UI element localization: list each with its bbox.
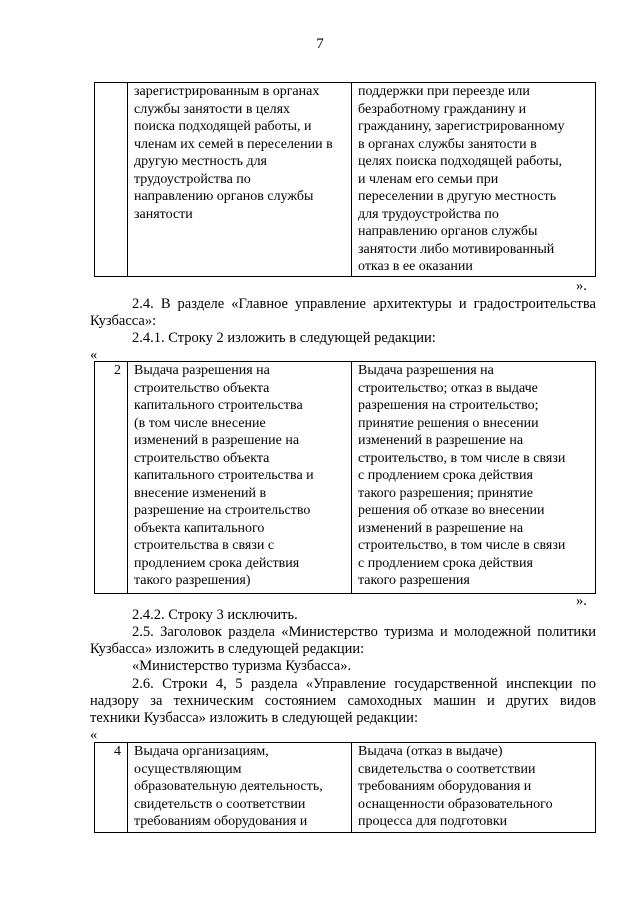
cell-line: строительство, в том числе в связи [358, 538, 566, 553]
service-name-cell [128, 83, 352, 277]
cell-line: Выдача разрешения на [134, 363, 270, 378]
table-continuation [94, 82, 596, 277]
cell-line: другую местность для [134, 154, 267, 169]
paragraph-2-5-title: «Министерство туризма Кузбасса». [132, 658, 352, 674]
cell-line: изменений в разрешение на [358, 433, 524, 448]
cell-line: службы занятости в целях [134, 101, 291, 117]
cell-line: трудоустройства по [134, 171, 251, 187]
paragraph-2-4-2: 2.4.2. Строку 3 исключить. [132, 607, 298, 623]
cell-line: строительства в связи с [134, 538, 275, 553]
cell-line: поддержки при переезде или [358, 84, 530, 99]
cell-line: переселении в другую местность [358, 189, 557, 204]
cell-line: разрешения на строительство; [358, 398, 539, 413]
row-number: 2 [95, 362, 128, 594]
paragraph-2-5-cont: Кузбасса» изложить в следующей редакции: [90, 641, 365, 657]
cell-line: членам их семей в переселении в [134, 136, 333, 152]
cell-line: с продлением срока действия [358, 555, 533, 571]
cell-line: разрешение на строительство [134, 503, 311, 518]
cell-line: безработному гражданину и [358, 101, 527, 117]
cell-line: Выдача организациям, [134, 744, 269, 759]
paragraph-2-5: 2.5. Заголовок раздела «Министерство туризма и молодежной политики [132, 624, 596, 640]
cell-line: такого разрешения) [134, 573, 251, 588]
table-row-4 [94, 742, 596, 833]
cell-line: изменений в разрешение на [358, 520, 524, 536]
cell-line: такого разрешения; принятие [358, 485, 533, 501]
cell-line: такого разрешения [358, 573, 470, 588]
row-number [95, 83, 128, 277]
cell-line: направлению органов службы [358, 224, 538, 239]
service-name-cell [128, 743, 352, 833]
service-name-cell [128, 362, 352, 594]
table-row [95, 83, 596, 277]
closing-quote: ». [576, 278, 587, 294]
cell-line: в органах службы занятости в [358, 136, 537, 152]
page-number: 7 [316, 36, 324, 52]
paragraph-2-4-cont: Кузбасса»: [90, 313, 157, 329]
paragraph-2-6: 2.6. Строки 4, 5 раздела «Управление государственной инспекции по [132, 676, 596, 692]
cell-line: капитального строительства [134, 398, 303, 413]
table-row [95, 362, 596, 594]
cell-line: поиска подходящей работы, и [134, 119, 312, 134]
cell-line: строительство объекта [134, 380, 270, 396]
cell-line: внесение изменений в [134, 485, 267, 501]
cell-line: строительство, в том числе в связи [358, 450, 566, 466]
cell-line: свидетельств о соответствии [134, 796, 306, 812]
cell-line: Выдача разрешения на [358, 363, 494, 378]
cell-line: образовательную деятельность, [134, 779, 323, 794]
cell-line: (в том числе внесение [134, 415, 266, 431]
paragraph-2-4: 2.4. В разделе «Главное управление архитектуры и градостроительства [132, 296, 596, 312]
paragraph-2-4-1: 2.4.1. Строку 2 изложить в следующей редакции: [132, 330, 436, 346]
cell-line: осуществляющим [134, 761, 242, 777]
cell-line: принятие решения о внесении [358, 415, 539, 431]
cell-line: целях поиска подходящей работы, [358, 154, 563, 169]
cell-line: отказ в ее оказании [358, 259, 473, 274]
result-cell [352, 743, 596, 833]
cell-line: гражданину, зарегистрированному [358, 119, 565, 134]
cell-line: продлением срока действия [134, 555, 300, 571]
table-row-2 [94, 361, 596, 594]
opening-quote: « [90, 727, 98, 743]
cell-line: свидетельства о соответствии [358, 761, 536, 777]
cell-line: с продлением срока действия [358, 468, 533, 483]
cell-line: капитального строительства и [134, 468, 314, 483]
cell-line: и членам его семьи при [358, 171, 499, 187]
paragraph-2-6-end: техники Кузбасса» изложить в следующей редакции: [90, 710, 418, 726]
row-number: 4 [95, 743, 128, 833]
cell-line: зарегистрированным в органах [134, 84, 320, 99]
cell-line: Выдача (отказ в выдаче) [358, 744, 503, 759]
cell-line: для трудоустройства по [358, 206, 499, 222]
cell-line: занятости либо мотивированный [358, 241, 555, 257]
cell-line: решения об отказе во внесении [358, 503, 545, 518]
cell-line: оснащенности образовательного [358, 796, 553, 812]
cell-line: занятости [134, 206, 193, 222]
result-cell [352, 362, 596, 594]
result-cell [352, 83, 596, 277]
cell-line: строительство; отказ в выдаче [358, 380, 538, 396]
paragraph-2-6-cont: надзору за техническим состоянием самоходных машин и других видов [90, 693, 596, 709]
opening-quote: « [90, 347, 98, 363]
cell-line: изменений в разрешение на [134, 433, 300, 448]
cell-line: строительство объекта [134, 450, 270, 466]
cell-line: требованиям оборудования и [134, 814, 308, 829]
table-row [95, 743, 596, 833]
cell-line: объекта капитального [134, 520, 265, 536]
cell-line: процесса для подготовки [358, 814, 508, 829]
cell-line: требованиям оборудования и [358, 779, 532, 794]
closing-quote: ». [576, 593, 587, 609]
cell-line: направлению органов службы [134, 189, 314, 204]
